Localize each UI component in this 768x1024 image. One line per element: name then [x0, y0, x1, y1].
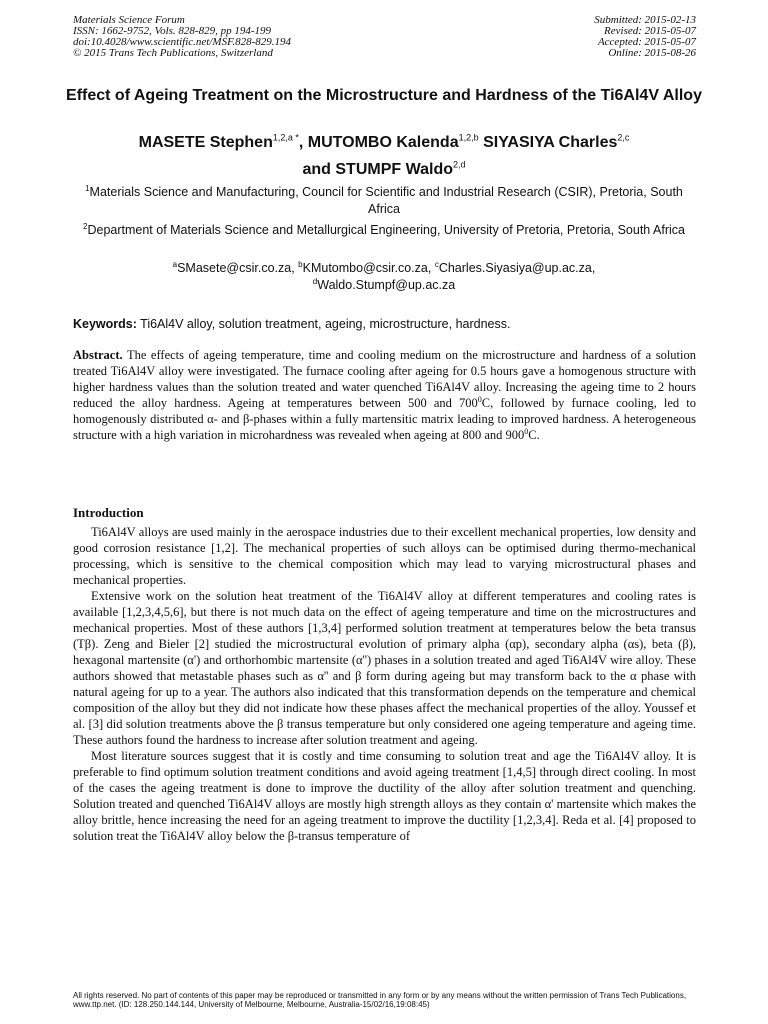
- abstract-degree-1: 0: [477, 394, 482, 404]
- email-d-sup: d: [312, 276, 318, 286]
- email-c-sup: c: [434, 259, 439, 269]
- intro-paragraph-1: Ti6Al4V alloys are used mainly in the aerospace industries due to their excellent mechanical properties, low density and good corrosion resistance [1,2]. The mechanical properties of such alloys can be optimised during thermo-mechanical processing, which is sensitive to the chemical composition which may lead to varying microstructural phases and mechanical properties.: [73, 525, 696, 587]
- revised-date: Revised: 2015-05-07: [604, 25, 696, 37]
- abstract-text-2: C, followed by furnace cooling, led to homogenously distributed α- and β-phases within a fully martensitic matrix leading to improved hardness. A heterogeneous structure with a high variation in microhardness was revealed when ageing at 800 and 900: [73, 396, 696, 442]
- email-a-sup: a: [172, 259, 178, 269]
- email-d[interactable]: Waldo.Stumpf@up.ac.za: [317, 278, 456, 292]
- abstract-degree-2: 0: [524, 426, 529, 436]
- keywords-text: Ti6Al4V alloy, solution treatment, ageing, microstructure, hardness.: [140, 317, 511, 331]
- copyright: © 2015 Trans Tech Publications, Switzerland: [73, 47, 273, 59]
- author-3-sup: 2,c: [617, 132, 630, 143]
- author-4: STUMPF Waldo: [335, 161, 453, 178]
- author-1: MASETE Stephen: [138, 134, 273, 151]
- introduction-heading: Introduction: [73, 505, 144, 520]
- author-and: and: [302, 161, 331, 178]
- abstract-label: Abstract.: [73, 348, 123, 362]
- author-1-sup: 1,2,a *: [272, 132, 299, 143]
- aff1-text: Materials Science and Manufacturing, Council for Scientific and Industrial Research (CSIR), Pretoria, South Africa: [89, 185, 683, 216]
- doi: doi:10.4028/www.scientific.net/MSF.828-829.194: [73, 36, 292, 48]
- journal-header: [73, 15, 696, 59]
- email-a[interactable]: SMasete@csir.co.za,: [177, 261, 295, 275]
- submitted-date: Submitted: 2015-02-13: [594, 14, 696, 26]
- aff2-text: Department of Materials Science and Metallurgical Engineering, University of Pretoria, Pretoria, South Africa: [87, 223, 685, 237]
- intro-paragraph-2: Extensive work on the solution heat treatment of the Ti6Al4V alloy at different temperatures and cooling rates is available [1,2,3,4,5,6], but there is not much data on the effect of ageing temperature and time on the microstructures and mechanical properties. Most of these authors [1,3,4] performed solution treatment at temperatures below the beta transus (Tβ). Zeng and Bieler [2] studied the microstructural evolution of primary alpha (αp), secondary alpha (αs), beta (β), hexagonal martensite (α') and orthorhombic martensite (α'') phases in a solution treated and aged Ti6Al4V wire alloy. These authors showed that metastable phases such as α'' and β form during ageing but may transform back to the α phase with natural ageing for up to a year. The authors also indicated that this transformation depends on the temperature and chemical composition of the alloy but they did not indicate how these phases affect the mechanical properties of the alloy. Youssef et al. [3] did solution treatments above the β transus temperature but only considered one ageing temperature and ageing time. These authors found the hardness to increase after solution treatment and ageing.: [73, 589, 696, 747]
- author-emails: [80, 260, 688, 294]
- aff2-sup: 2: [83, 221, 88, 231]
- email-b[interactable]: KMutombo@csir.co.za,: [302, 261, 432, 275]
- keywords-label: Keywords:: [73, 317, 137, 331]
- introduction-body: [73, 524, 696, 844]
- issn: ISSN: 1662-9752, Vols. 828-829, pp 194-199: [73, 25, 271, 37]
- online-date: Online: 2015-08-26: [608, 47, 696, 59]
- affiliation-2: [80, 222, 688, 239]
- aff1-sup: 1: [85, 183, 90, 193]
- abstract-text-3: C.: [528, 428, 540, 442]
- abstract-text-1: The effects of ageing temperature, time and cooling medium on the microstructure and hardness of a solution treated Ti6Al4V alloy were investigated. The furnace cooling after ageing for 0.5 hours gave a homogenous structure with higher hardness values than the solution treated and water quenched Ti6Al4V alloy. Increasing the ageing time to 2 hours reduced the alloy hardness. Ageing at temperatures between 500 and 700: [73, 348, 696, 410]
- email-b-sup: b: [298, 259, 303, 269]
- email-c[interactable]: Charles.Siyasiya@up.ac.za,: [438, 261, 596, 275]
- abstract: [73, 347, 696, 443]
- author-2: MUTOMBO Kalenda: [307, 134, 459, 151]
- keywords: [73, 317, 696, 331]
- affiliation-1: [80, 184, 688, 218]
- author-2-sup: 1,2,b: [458, 132, 479, 143]
- author-4-sup: 2,d: [453, 159, 466, 170]
- journal-name: Materials Science Forum: [73, 14, 185, 26]
- author-3: SIYASIYA Charles: [483, 134, 618, 151]
- copyright-footer: All rights reserved. No part of contents of this paper may be reproduced or transmitted in any form or by any means without the written permission of Trans Tech Publications, www.ttp.net. (ID: 128.250.144.144, University of Melbourne, Melbourne, Australia-15/02/16,19:08:45): [73, 991, 687, 1009]
- accepted-date: Accepted: 2015-05-07: [597, 36, 696, 48]
- author-list: MASETE Stephen$^{1,2,a *}$, MUTOMBO Kalenda$^{1,2,b}$ SIYASIYA Charles$^{2,c}$ and STUMPF Waldo$^{2,d}$: [138, 132, 630, 178]
- paper-title: Effect of Ageing Treatment on the Microstructure and Hardness of the Ti6Al4V Alloy: [66, 87, 702, 104]
- intro-paragraph-3: Most literature sources suggest that it is costly and time consuming to solution treat and age the Ti6Al4V alloy. It is preferable to find optimum solution treatment conditions and avoid ageing treatment [1,4,5] through direct cooling. In most of the cases the ageing treatment is done to improve the ductility of the alloy after solution treatment and quenching. Solution treated and quenched Ti6Al4V alloys are mostly high strength alloys as they contain α' martensite which makes the alloy brittle, hence increasing the need for an ageing treatment to improve the ductility [1,2,3,4]. Reda et al. [4] proposed to solution treat the Ti6Al4V alloy below the β-transus temperature of: [73, 749, 696, 843]
